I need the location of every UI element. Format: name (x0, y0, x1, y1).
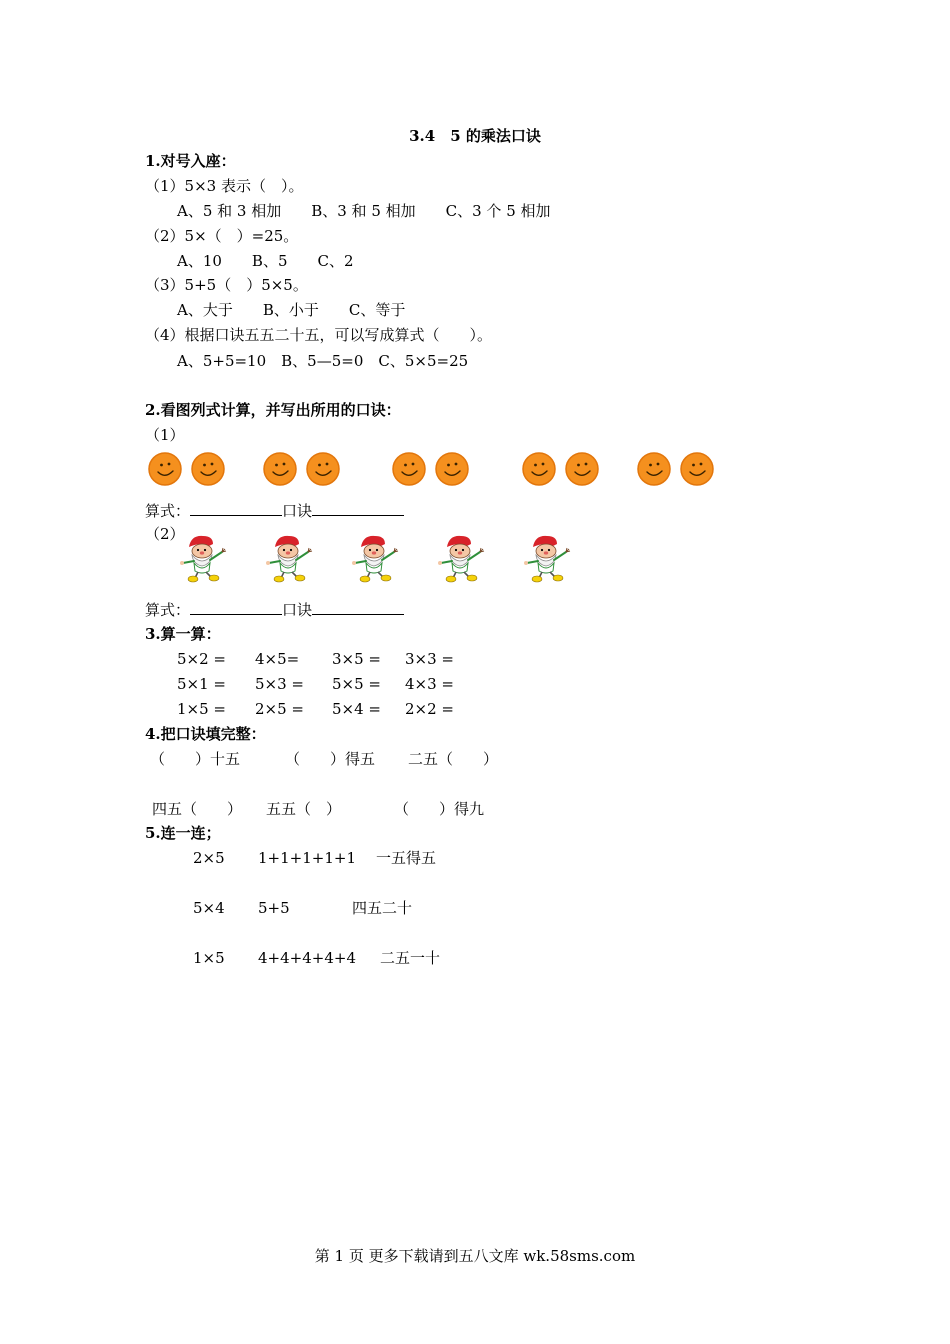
q4-r2-item2: 五五（ ） (266, 800, 342, 818)
page-title: 3.4 5 的乘法口诀 (409, 127, 541, 145)
cartoon-figure-icon (347, 533, 403, 583)
q4-r1-item1: （ ）十五 (150, 750, 241, 768)
smiley-face-icon (306, 452, 340, 486)
q2-part2-label: （2） (145, 525, 185, 543)
q2-answer-line-1 (145, 500, 404, 521)
cartoon-figure-icon (519, 533, 575, 583)
q3-r2c4: 4×3 = (405, 675, 454, 693)
formula-blank[interactable] (190, 599, 282, 615)
q5-col1-item3: 1×5 (193, 949, 225, 967)
q1-item3-options: A、大于 B、小于 C、等于 (177, 301, 406, 319)
smiley-face-icon (392, 452, 426, 486)
q3-r3c4: 2×2 = (405, 700, 454, 718)
smiley-face-icon (637, 452, 671, 486)
q3-r3c1: 1×5 = (177, 700, 226, 718)
q3-r2c3: 5×5 = (332, 675, 381, 693)
cartoon-figure-icon (433, 533, 489, 583)
q5-col3-item1: 一五得五 (376, 849, 437, 867)
formula-blank[interactable] (190, 500, 282, 516)
q5-col3-item3: 二五一十 (380, 949, 441, 967)
page-footer: 第 1 页 更多下载请到五八文库 wk.58sms.com (314, 1247, 636, 1265)
q4-r2-item3: （ ）得九 (394, 800, 485, 818)
q1-item1-stem: （1）5×3 表示（ ）。 (145, 177, 304, 195)
mnemonic-label: 口诀 (282, 502, 313, 520)
q4-heading: 4.把口诀填完整： (145, 725, 266, 743)
q3-r3c2: 2×5 = (255, 700, 304, 718)
formula-label: 算式： (145, 601, 191, 619)
smiley-face-icon (680, 452, 714, 486)
mnemonic-label: 口诀 (282, 601, 313, 619)
smiley-face-icon (148, 452, 182, 486)
q3-r1c3: 3×5 = (332, 650, 381, 668)
q5-col2-item1: 1+1+1+1+1 (258, 849, 356, 867)
q3-r1c1: 5×2 = (177, 650, 226, 668)
q4-r1-item2: （ ）得五 (285, 750, 376, 768)
q5-col1-item1: 2×5 (193, 849, 225, 867)
q2-answer-line-2 (145, 599, 404, 620)
mnemonic-blank[interactable] (312, 500, 404, 516)
smiley-face-icon (522, 452, 556, 486)
q2-heading: 2.看图列式计算，并写出所用的口诀： (145, 401, 401, 419)
smiley-face-icon (263, 452, 297, 486)
smiley-face-icon (565, 452, 599, 486)
q3-r2c2: 5×3 = (255, 675, 304, 693)
q1-item3-stem: （3）5+5（ ）5×5。 (145, 276, 308, 294)
formula-label: 算式： (145, 502, 191, 520)
q1-item4-options: A、5+5=10 B、5—5=0 C、5×5=25 (177, 352, 469, 370)
q1-item1-options: A、5 和 3 相加 B、3 和 5 相加 C、3 个 5 相加 (177, 202, 551, 220)
q5-col3-item2: 四五二十 (352, 899, 413, 917)
q4-r1-item3: 二五（ ） (408, 750, 499, 768)
smiley-face-icon (191, 452, 225, 486)
q3-r3c3: 5×4 = (332, 700, 381, 718)
q5-col2-item3: 4+4+4+4+4 (258, 949, 356, 967)
q2-part1-label: （1） (145, 426, 185, 444)
q3-r1c4: 3×3 = (405, 650, 454, 668)
q1-item2-options: A、10 B、5 C、2 (177, 252, 354, 270)
q5-col2-item2: 5+5 (258, 899, 290, 917)
q1-item2-stem: （2）5×（ ）=25。 (145, 227, 299, 245)
cartoon-figure-icon (261, 533, 317, 583)
q4-r2-item1: 四五（ ） (152, 800, 243, 818)
q5-col1-item2: 5×4 (193, 899, 225, 917)
q1-heading: 1.对号入座： (145, 152, 236, 170)
q3-heading: 3.算一算： (145, 625, 221, 643)
q3-r1c2: 4×5= (255, 650, 300, 668)
q5-heading: 5.连一连； (145, 824, 221, 842)
mnemonic-blank[interactable] (312, 599, 404, 615)
q1-item4-stem: （4）根据口诀五五二十五，可以写成算式（ ）。 (145, 326, 493, 344)
smiley-face-icon (435, 452, 469, 486)
q3-r2c1: 5×1 = (177, 675, 226, 693)
cartoon-figure-icon (175, 533, 231, 583)
